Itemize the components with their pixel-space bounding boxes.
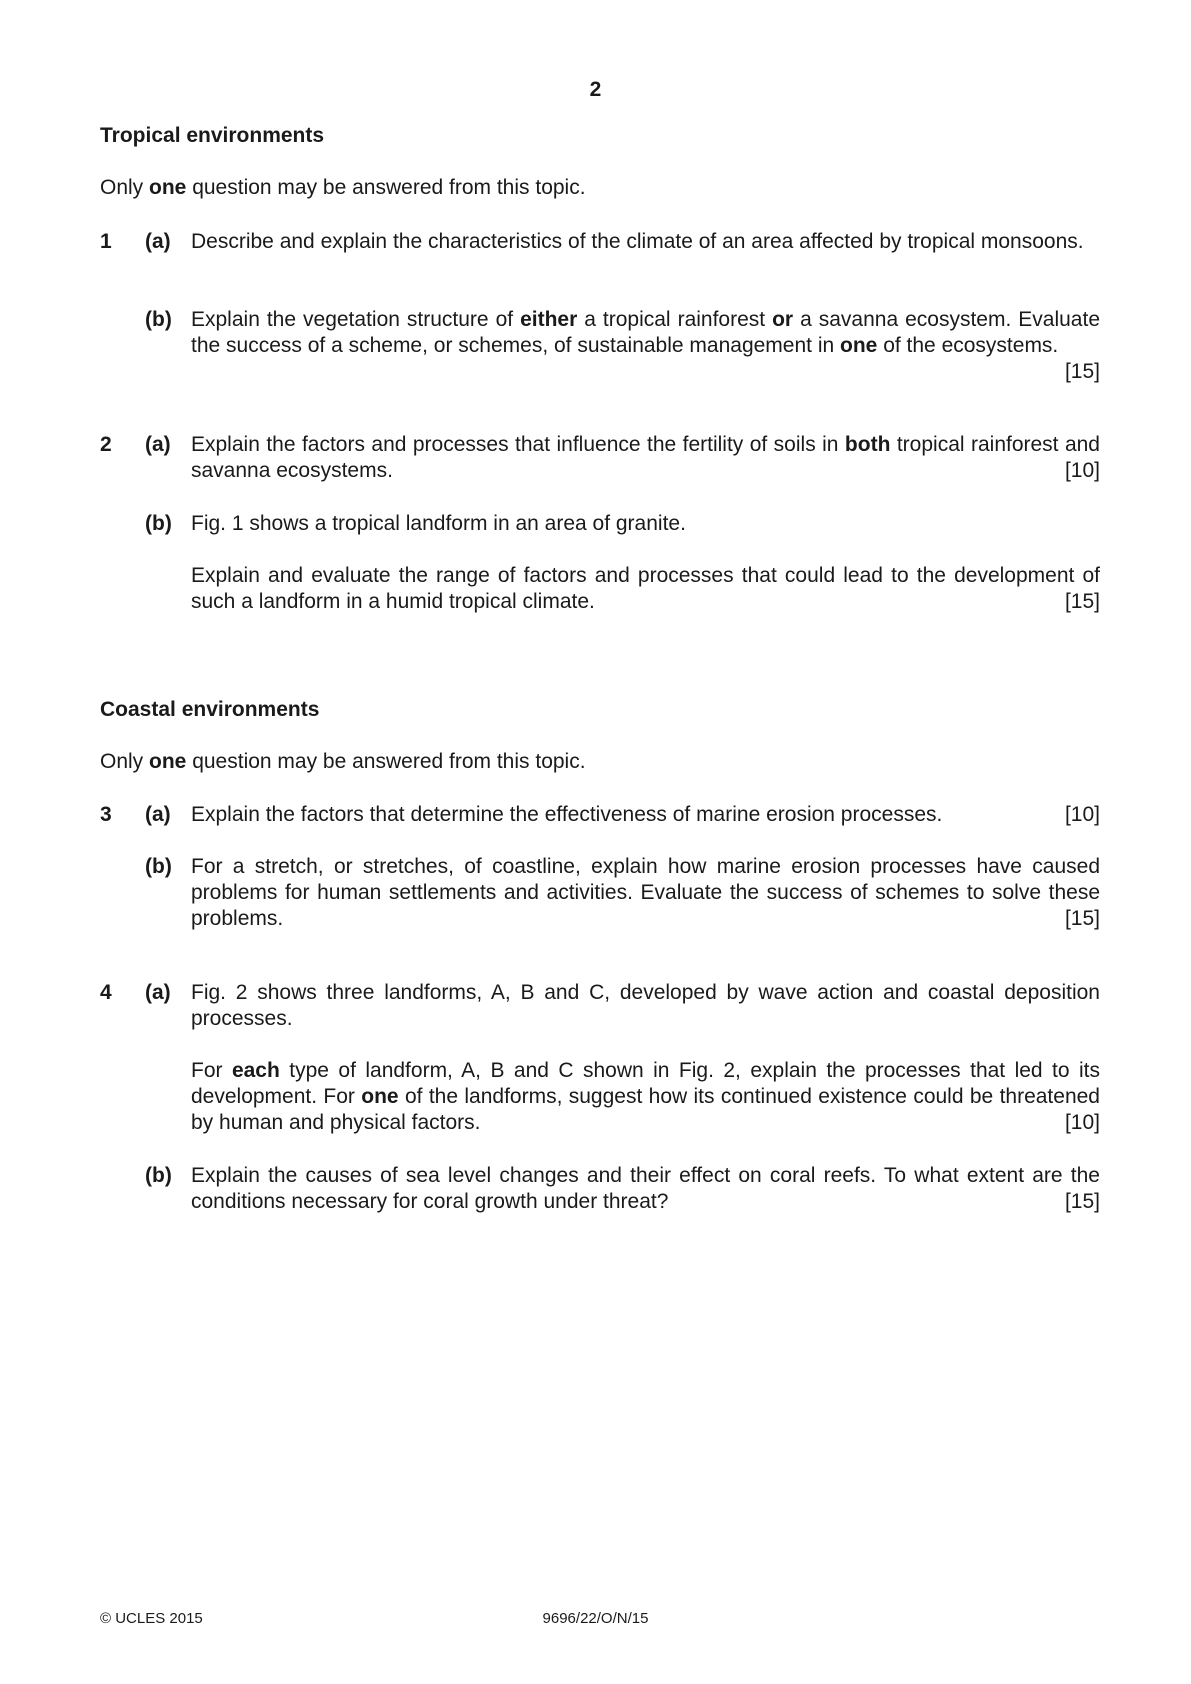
question-1a-text bbox=[191, 229, 1100, 255]
mark-4a: [10] bbox=[1064, 1111, 1100, 1134]
instruction-tropical bbox=[100, 175, 586, 201]
question-1b-text bbox=[191, 307, 1100, 385]
mark-3b: [15] bbox=[1064, 907, 1100, 930]
footer-paper-code: 9696/22/O/N/15 bbox=[542, 1610, 649, 1627]
footer-copyright: © UCLES 2015 bbox=[100, 1610, 203, 1627]
section-heading-coastal: Coastal environments bbox=[100, 698, 320, 721]
question-3a-text bbox=[191, 802, 1100, 828]
part-label-2b: (b) bbox=[145, 512, 172, 535]
part-label-2a: (a) bbox=[145, 433, 171, 456]
question-3b-text bbox=[191, 854, 1100, 932]
page-number: 2 bbox=[589, 78, 602, 101]
mark-4b: [15] bbox=[1064, 1190, 1100, 1213]
part-label-1b: (b) bbox=[145, 308, 172, 331]
instruction-bold: one bbox=[149, 176, 187, 199]
q3b-paragraph: For a stretch, or stretches, of coastline, explain how marine erosion processes have caused problems for human settlements and activities. Evaluate the success of schemes to solve these problems. [15] bbox=[191, 855, 1100, 930]
instruction-text: Only bbox=[100, 176, 150, 199]
question-number-1: 1 bbox=[100, 230, 112, 253]
part-label-3b: (b) bbox=[145, 855, 172, 878]
question-2b-text-2 bbox=[191, 563, 1100, 615]
mark-2a: [10] bbox=[1064, 459, 1100, 482]
mark-2b: [15] bbox=[1064, 590, 1100, 613]
q3a-paragraph: Explain the factors that determine the effectiveness of marine erosion processes. bbox=[191, 803, 943, 826]
question-number-2: 2 bbox=[100, 433, 112, 456]
instruction-coastal bbox=[100, 749, 586, 775]
mark-3a: [10] bbox=[1064, 803, 1100, 826]
part-label-1a: (a) bbox=[145, 230, 171, 253]
part-label-4a: (a) bbox=[145, 981, 171, 1004]
q1a-paragraph: Describe and explain the characteristics of the climate of an area affected by tropical monsoons. bbox=[191, 230, 1084, 253]
q2b-paragraph-1: Fig. 1 shows a tropical landform in an area of granite. bbox=[191, 512, 686, 535]
mark-1b: [15] bbox=[1064, 360, 1100, 383]
q2b-paragraph-2: Explain and evaluate the range of factors and processes that could lead to the development of such a landform in a humid tropical climate. [15] bbox=[191, 564, 1100, 613]
question-2a-text bbox=[191, 432, 1100, 484]
instruction-bold: one bbox=[149, 750, 187, 773]
q2a-paragraph: Explain the factors and processes that influence the fertility of soils in both tropical rainforest and savanna ecosystems. [10] bbox=[191, 433, 1100, 482]
part-label-4b: (b) bbox=[145, 1164, 172, 1187]
question-4a-text bbox=[191, 980, 1100, 1032]
q4a-paragraph-2: For each type of landform, A, B and C shown in Fig. 2, explain the processes that led to its development. For one of the landforms, suggest how its continued existence could be threatened by human and physical factors. [10] bbox=[191, 1059, 1100, 1134]
question-number-3: 3 bbox=[100, 803, 112, 826]
part-label-3a: (a) bbox=[145, 803, 171, 826]
q4a-paragraph-1: Fig. 2 shows three landforms, A, B and C, developed by wave action and coastal deposition processes. bbox=[191, 981, 1100, 1030]
question-4b-text bbox=[191, 1163, 1100, 1215]
instruction-text: question may be answered from this topic. bbox=[186, 750, 586, 773]
question-number-4: 4 bbox=[100, 981, 112, 1004]
instruction-text: question may be answered from this topic. bbox=[186, 176, 586, 199]
instruction-text: Only bbox=[100, 750, 150, 773]
q1b-paragraph: Explain the vegetation structure of either a tropical rainforest or a savanna ecosystem. Evaluate the success of a scheme, or schemes, of sustainable management in one of the ecosystems. [15] bbox=[191, 308, 1100, 383]
question-2b-text bbox=[191, 511, 1100, 537]
q4b-paragraph: Explain the causes of sea level changes and their effect on coral reefs. To what extent are the conditions necessary for coral growth under threat? [15] bbox=[191, 1164, 1100, 1213]
section-heading-tropical: Tropical environments bbox=[100, 124, 325, 147]
question-4a-text-2 bbox=[191, 1058, 1100, 1136]
